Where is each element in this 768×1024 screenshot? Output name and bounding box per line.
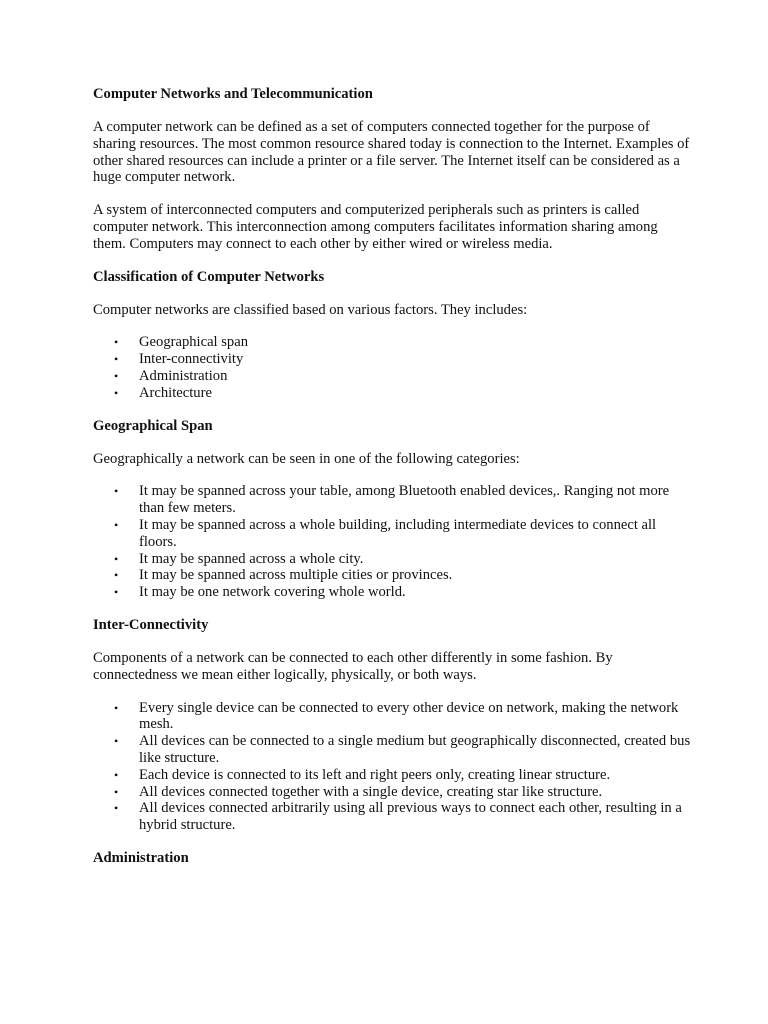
bullet-icon: • (114, 568, 119, 583)
list-item (93, 733, 693, 767)
list-item (93, 517, 693, 551)
section-heading-geographical-span: Geographical Span (93, 417, 213, 434)
list-item (93, 483, 693, 517)
bullet-icon: • (114, 700, 119, 715)
bullet-icon: • (114, 517, 119, 532)
section-heading-administration: Administration (93, 849, 189, 866)
list-item (93, 700, 693, 734)
bullet-icon: • (114, 551, 119, 566)
list-item-text: It may be spanned across a whole city. (139, 550, 364, 567)
list-item (93, 767, 693, 784)
bullet-icon: • (114, 484, 119, 499)
geographical-span-paragraph: Geographically a network can be seen in one of the following categories: (93, 450, 520, 467)
bullet-icon: • (114, 585, 119, 600)
geographical-span-list (93, 483, 693, 601)
bullet-icon: • (114, 767, 119, 782)
document-page (93, 86, 693, 883)
list-item-text: Administration (139, 367, 228, 384)
list-item-text: Inter-connectivity (139, 351, 244, 368)
intro-paragraph-2: A system of interconnected computers and computerized peripherals such as printers is called computer network. This interconnection among computers facilitates information sharing among them. Computers may connect to each other by either wired or wireless media. (93, 202, 658, 252)
list-item (93, 800, 693, 834)
inter-connectivity-paragraph: Components of a network can be connected to each other differently in some fashion. By connectedness we mean either logically, physically, or both ways. (93, 649, 613, 683)
bullet-icon: • (114, 368, 119, 383)
list-item-text: Geographical span (139, 334, 249, 351)
bullet-icon: • (114, 352, 119, 367)
list-item (93, 784, 693, 801)
intro-paragraph-1: A computer network can be defined as a set of computers connected together for the purpose of sharing resources. The most common resource shared today is connection to the Internet. Examples of other shared resources can include a printer or a file server. The Internet itself can be considered as a huge computer network. (93, 119, 690, 186)
document-title: Computer Networks and Telecommunication (93, 86, 373, 102)
list-item-text: All devices connected together with a single device, creating star like structure. (139, 783, 603, 800)
classification-list (93, 334, 693, 401)
list-item-text: It may be spanned across multiple cities or provinces. (139, 567, 453, 584)
bullet-icon: • (114, 801, 119, 816)
bullet-icon: • (114, 335, 119, 350)
list-item-text: It may be one network covering whole world. (139, 584, 406, 601)
classification-paragraph: Computer networks are classified based on various factors. They includes: (93, 301, 528, 318)
section-heading-inter-connectivity: Inter-Connectivity (93, 616, 209, 633)
list-item (93, 385, 693, 402)
list-item (93, 567, 693, 584)
list-item (93, 368, 693, 385)
list-item-text: It may be spanned across a whole building, including intermediate devices to connect all floors. (139, 516, 657, 550)
list-item-text: Architecture (139, 384, 212, 401)
list-item (93, 351, 693, 368)
bullet-icon: • (114, 784, 119, 799)
bullet-icon: • (114, 734, 119, 749)
list-item-text: All devices connected arbitrarily using all previous ways to connect each other, resulting in a hybrid structure. (139, 800, 682, 834)
list-item-text: Each device is connected to its left and right peers only, creating linear structure. (139, 766, 611, 783)
list-item (93, 584, 693, 601)
list-item (93, 551, 693, 568)
list-item-text: All devices can be connected to a single medium but geographically disconnected, created bus like structure. (139, 733, 691, 766)
bullet-icon: • (114, 385, 119, 400)
list-item-text: Every single device can be connected to every other device on network, making the network mesh. (139, 699, 679, 733)
section-heading-classification: Classification of Computer Networks (93, 268, 325, 285)
list-item (93, 334, 693, 351)
inter-connectivity-list (93, 700, 693, 834)
list-item-text: It may be spanned across your table, among Bluetooth enabled devices,. Ranging not more than few meters. (139, 483, 670, 517)
